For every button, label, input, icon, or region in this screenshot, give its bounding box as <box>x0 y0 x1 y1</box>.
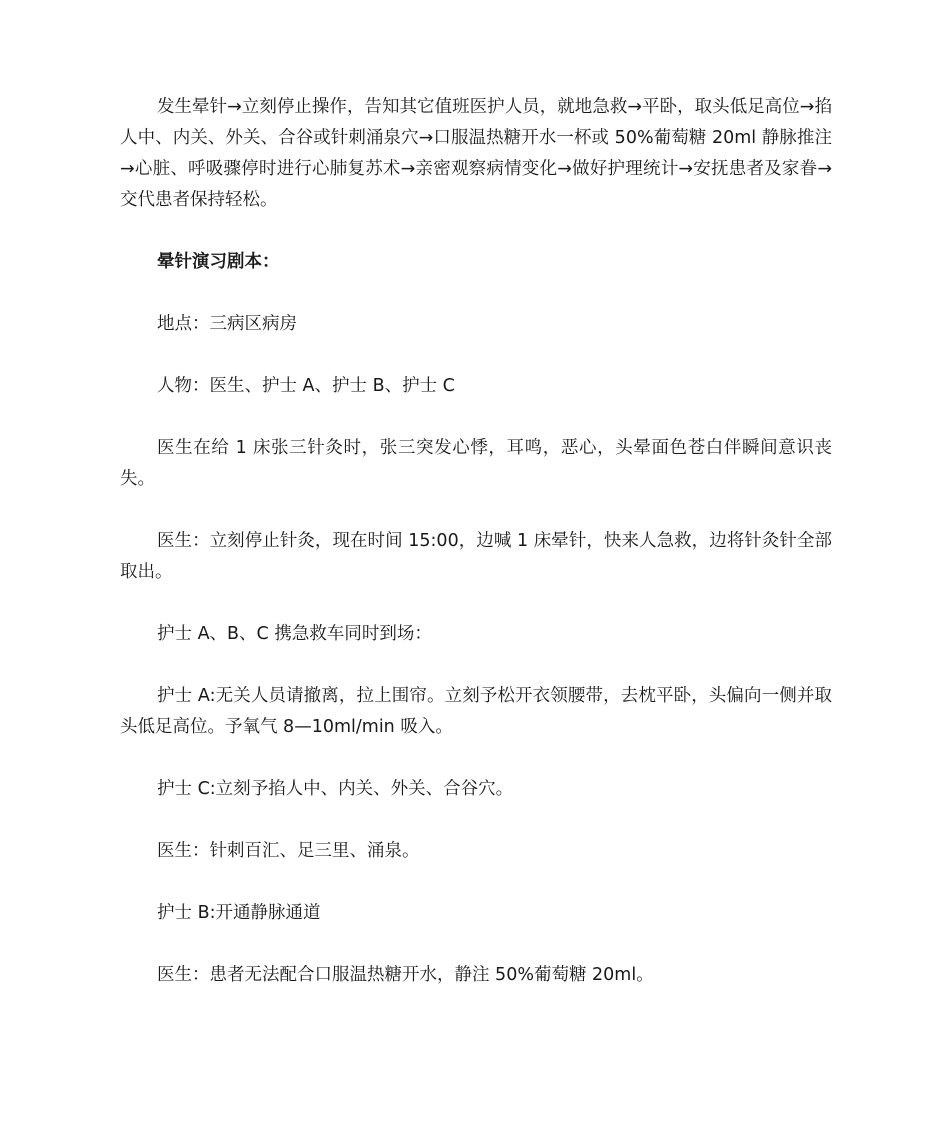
paragraph-spacer <box>120 340 832 371</box>
paragraph-spacer <box>120 278 832 309</box>
paragraph-spacer <box>120 650 832 681</box>
document-page <box>120 92 832 991</box>
paragraph-spacer <box>120 867 832 898</box>
location-paragraph: 地点：三病区病房 <box>157 314 297 334</box>
paragraph-spacer <box>120 743 832 774</box>
doctor-acupuncture-paragraph: 医生：针刺百汇、足三里、涌泉。 <box>157 841 420 861</box>
scenario-paragraph: 医生在给 1 床张三针灸时，张三突发心悸，耳鸣，恶心，头晕面色苍白伴瞬间意识丧失。 <box>120 438 832 489</box>
doctor-action-paragraph: 医生：立刻停止针灸，现在时间 15:00，边喊 1 床晕针，快来人急救，边将针灸针全部取出。 <box>120 531 832 582</box>
paragraph-spacer <box>120 216 832 247</box>
paragraph-spacer <box>120 805 832 836</box>
nurses-arrive-paragraph: 护士 A、B、C 携急救车同时到场： <box>157 624 432 644</box>
doctor-glucose-paragraph: 医生：患者无法配合口服温热糖开水，静注 50%葡萄糖 20ml。 <box>157 965 654 985</box>
drill-script-heading: 晕针演习剧本： <box>157 252 280 272</box>
paragraph-spacer <box>120 402 832 433</box>
procedure-paragraph: 发生晕针→立刻停止操作，告知其它值班医护人员，就地急救→平卧，取头低足高位→掐人中、内关、外关、合谷或针刺涌泉穴→口服温热糖开水一杯或 50%葡萄糖 20ml 静脉推注→心脏、呼吸骤停时进行心肺复苏术→亲密观察病情变化→做好护理统计→安抚患者及家眷→交代患者保持轻松。 <box>120 97 832 210</box>
nurse-b-paragraph: 护士 B:开通静脉通道 <box>157 903 321 923</box>
characters-paragraph: 人物：医生、护士 A、护士 B、护士 C <box>157 376 455 396</box>
paragraph-spacer <box>120 588 832 619</box>
paragraph-spacer <box>120 929 832 960</box>
nurse-a-paragraph: 护士 A:无关人员请撤离，拉上围帘。立刻予松开衣领腰带，去枕平卧，头偏向一侧并取头低足高位。予氧气 8—10ml/min 吸入。 <box>120 686 832 737</box>
paragraph-spacer <box>120 495 832 526</box>
nurse-c-paragraph: 护士 C:立刻予掐人中、内关、外关、合谷穴。 <box>157 779 514 799</box>
